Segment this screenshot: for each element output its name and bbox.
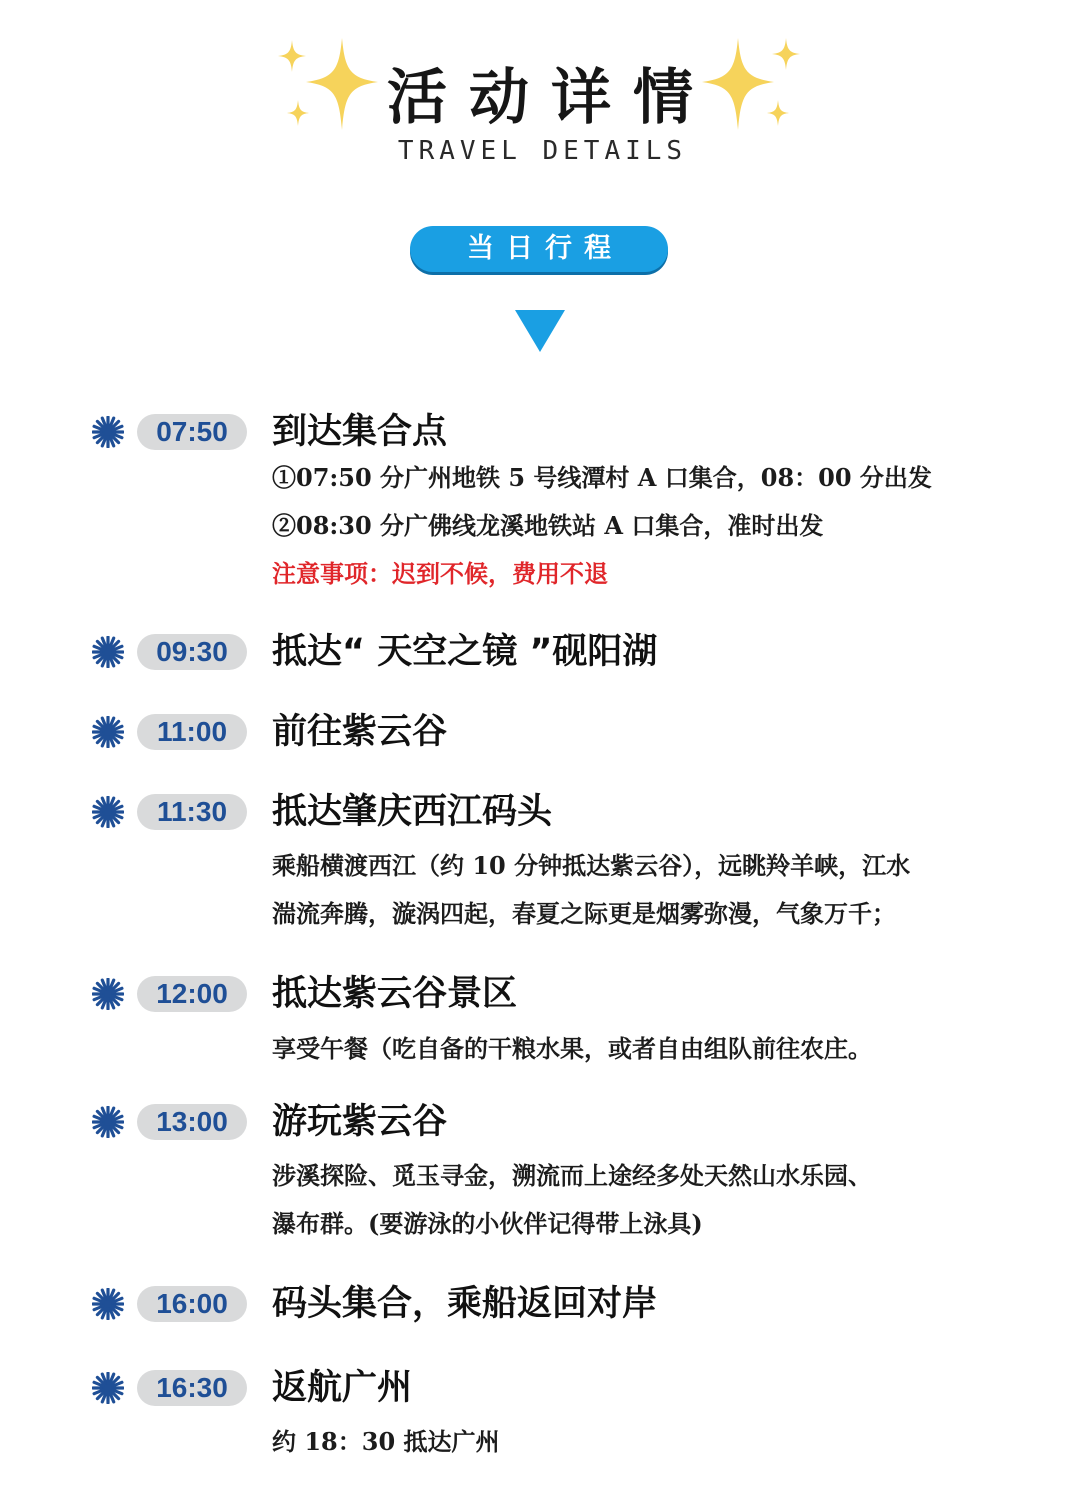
page-title: 活动详情 xyxy=(387,63,715,133)
page-subtitle: TRAVEL DETAILS xyxy=(397,136,688,166)
time-badge: 07:50 xyxy=(137,414,247,450)
time-badge: 11:30 xyxy=(137,794,247,830)
schedule-item-title: 前往紫云谷 xyxy=(272,712,448,752)
section-label-pill: 当日行程 xyxy=(410,226,668,272)
schedule-item-description: 享受午餐（吃自备的干粮水果，或者自由组队前往农庄。 xyxy=(272,1034,872,1063)
time-badge: 13:00 xyxy=(137,1104,247,1140)
schedule-item-title: 码头集合，乘船返回对岸 xyxy=(272,1284,658,1324)
asterisk-star-icon xyxy=(92,1372,124,1404)
asterisk-star-icon xyxy=(92,416,124,448)
time-badge: 09:30 xyxy=(137,634,247,670)
schedule-item-description: 乘船横渡西江（约 10 分钟抵达紫云谷），远眺羚羊峡，江水 xyxy=(272,851,911,880)
asterisk-star-icon xyxy=(92,796,124,828)
time-badge: 11:00 xyxy=(137,714,247,750)
schedule-item-description: 涉溪探险、觅玉寻金，溯流而上途经多处天然山水乐园、 xyxy=(272,1161,872,1190)
schedule-item-title: 游玩紫云谷 xyxy=(272,1102,448,1142)
time-badge: 12:00 xyxy=(137,976,247,1012)
asterisk-star-icon xyxy=(92,978,124,1010)
asterisk-star-icon xyxy=(92,716,124,748)
schedule-item-title: 抵达“ 天空之镜 ”砚阳湖 xyxy=(272,632,658,672)
time-badge: 16:00 xyxy=(137,1286,247,1322)
triangle-down-icon xyxy=(515,310,565,352)
schedule-item-description: ①07:50 分广州地铁 5 号线潭村 A 口集合，08：00 分出发 xyxy=(272,463,932,492)
schedule-item-title: 抵达紫云谷景区 xyxy=(272,974,518,1014)
schedule-item-title: 抵达肇庆西江码头 xyxy=(272,792,553,832)
asterisk-star-icon xyxy=(92,1288,124,1320)
sparkle-icon xyxy=(698,30,808,140)
asterisk-star-icon xyxy=(92,636,124,668)
page-header xyxy=(0,0,1080,180)
schedule-item-description: 约 18：30 抵达广州 xyxy=(272,1427,500,1456)
schedule-item-title: 返航广州 xyxy=(272,1368,413,1408)
schedule-item-description: 湍流奔腾，漩涡四起，春夏之际更是烟雾弥漫，气象万千； xyxy=(272,899,896,928)
schedule-item-title: 到达集合点 xyxy=(272,412,448,452)
schedule-item-description: ②08:30 分广佛线龙溪地铁站 A 口集合，准时出发 xyxy=(272,511,824,540)
warning-note: 注意事项：迟到不候，费用不退 xyxy=(272,559,608,588)
schedule-item-description: 瀑布群。(要游泳的小伙伴记得带上泳具) xyxy=(272,1209,703,1238)
time-badge: 16:30 xyxy=(137,1370,247,1406)
asterisk-star-icon xyxy=(92,1106,124,1138)
